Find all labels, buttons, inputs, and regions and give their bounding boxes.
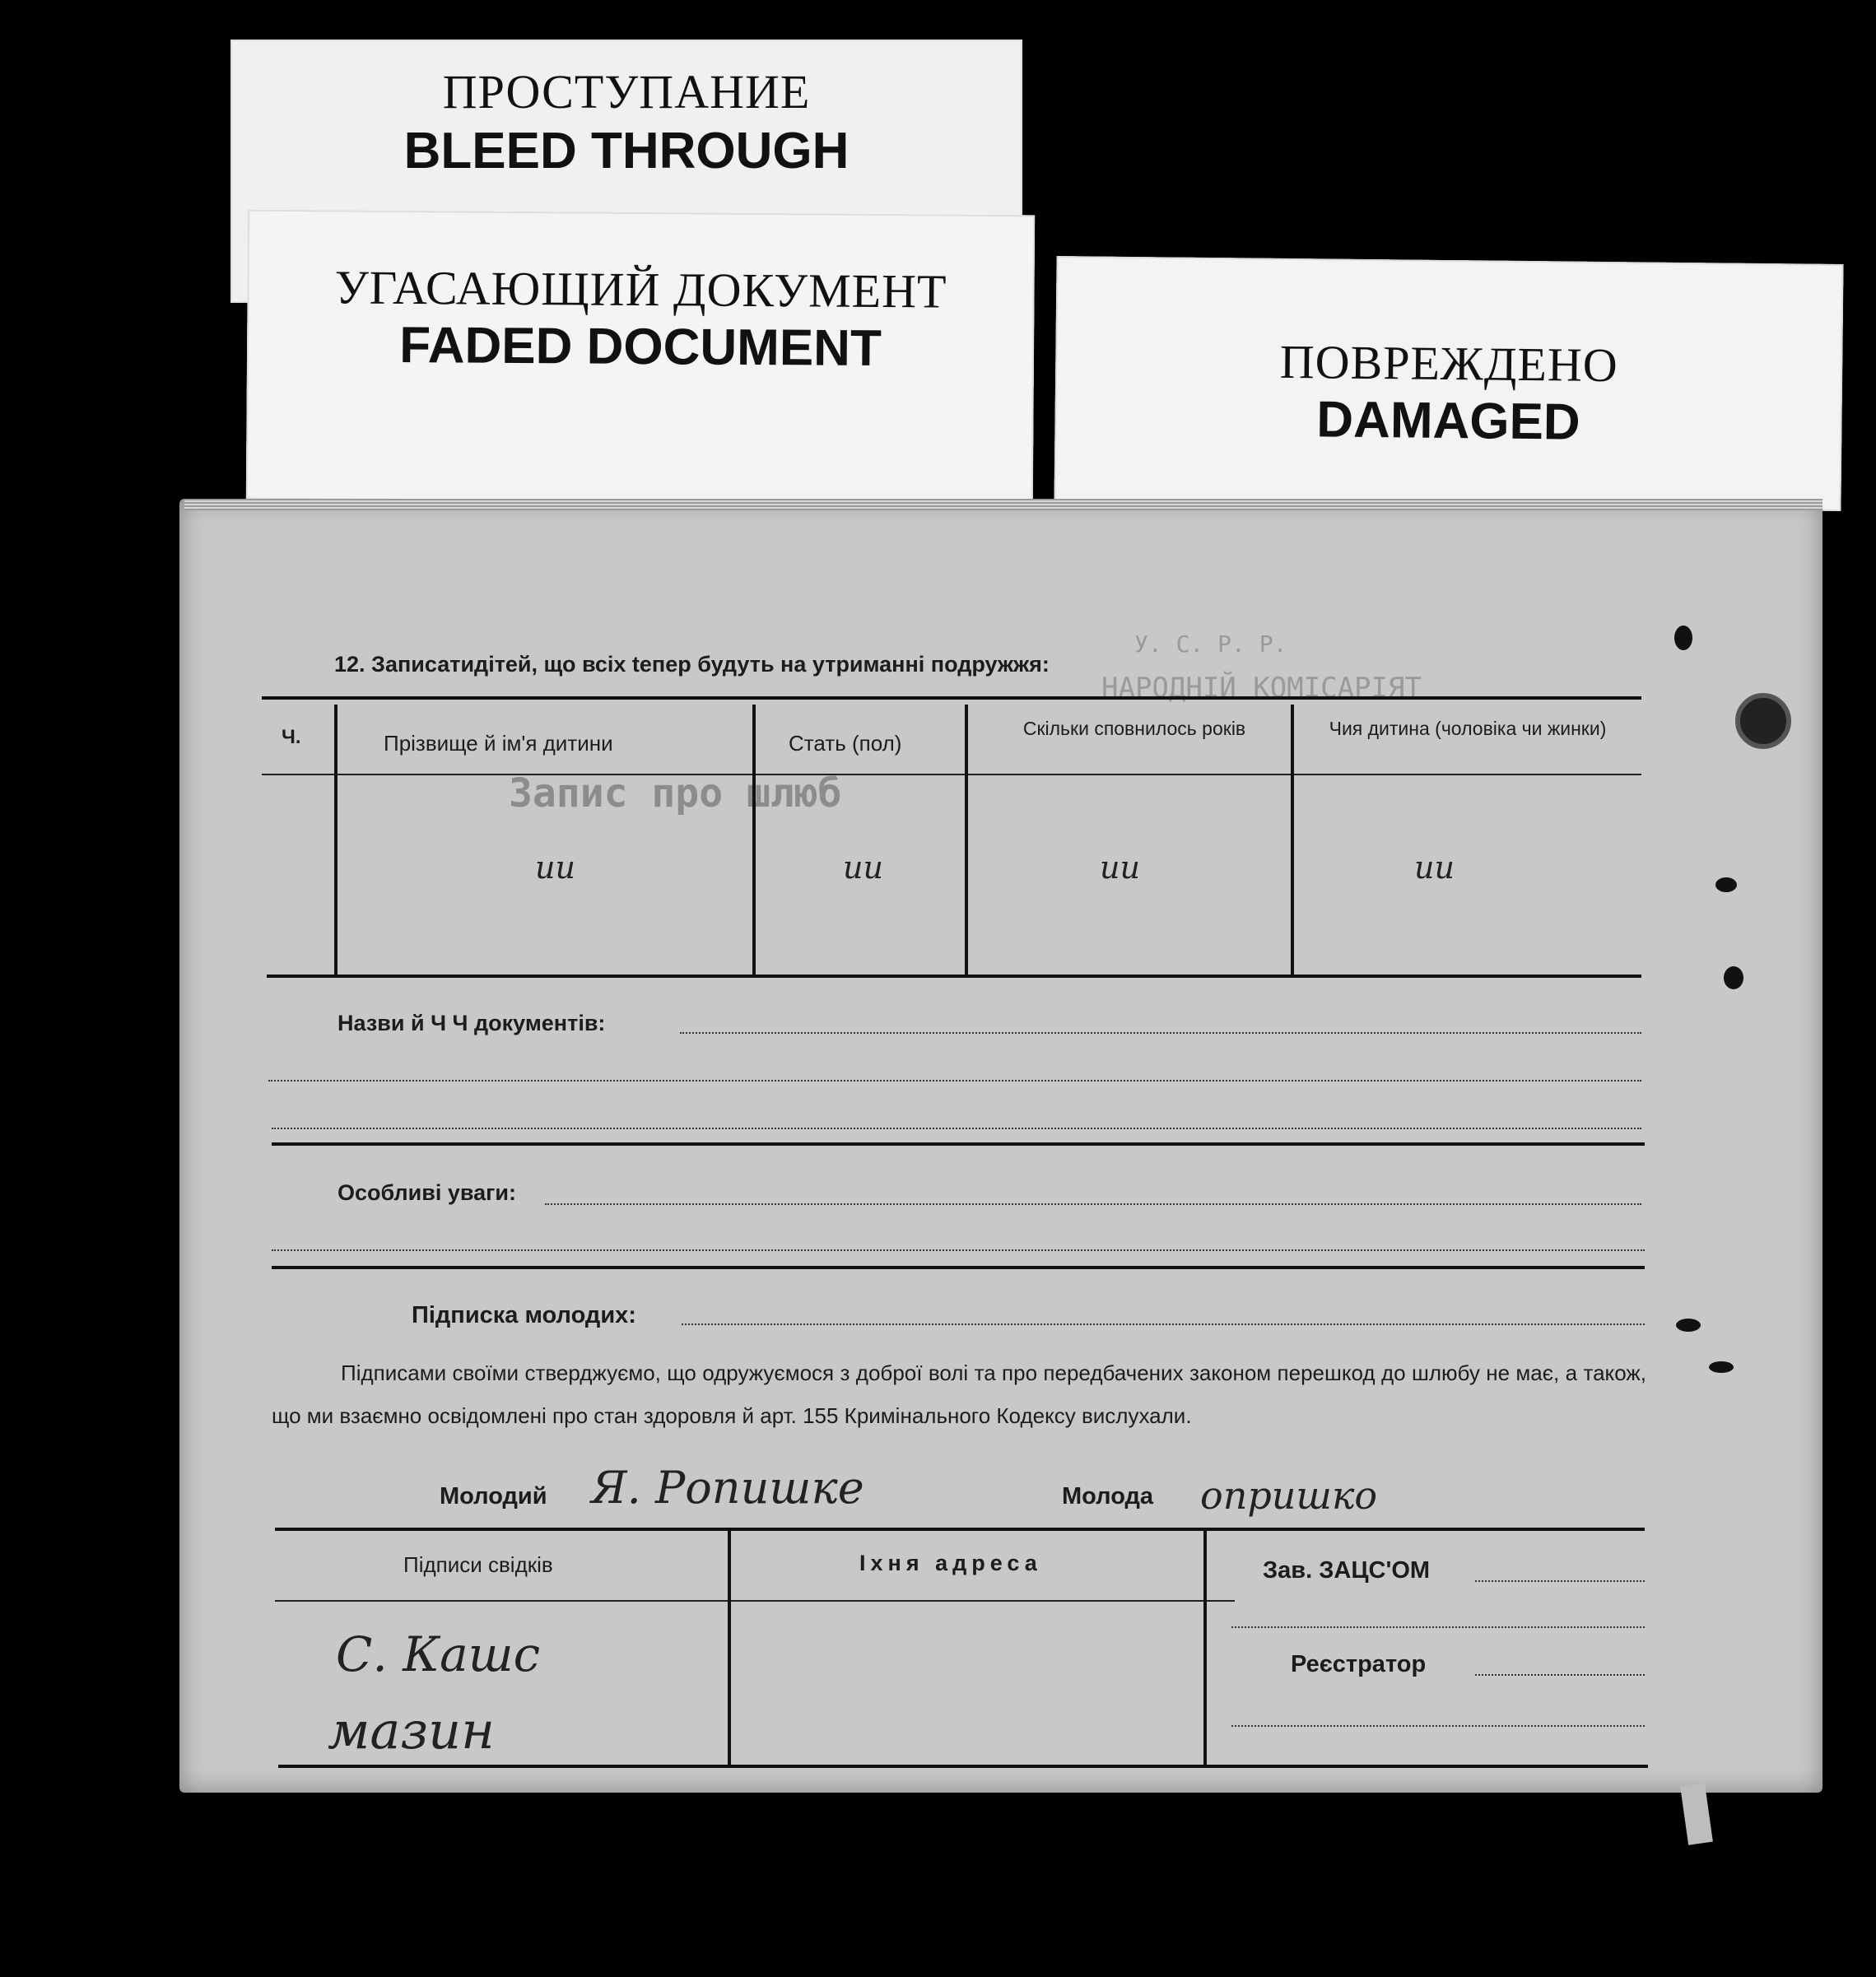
bride-signature: опришко: [1200, 1473, 1378, 1518]
bleed-through-en: BLEED THROUGH: [403, 123, 850, 179]
form-page: [179, 499, 1822, 1793]
witness-table-top: [275, 1528, 1645, 1531]
notes-label: Особливі уваги:: [337, 1180, 516, 1205]
tally-mark: ии: [1100, 849, 1140, 886]
header-num: Ч.: [282, 726, 301, 748]
registrar-line: [1231, 1725, 1645, 1727]
damaged-ru: ПОВРЕЖДЕНО: [1279, 334, 1619, 393]
damaged-en: DAMAGED: [1315, 391, 1581, 451]
registrar-label: Реєстратор: [1291, 1651, 1427, 1677]
declaration-text: Підписами своїми стверджуємо, що одружуємося з доброї волі та про передбачених законом перешкод до шлюбу не має, а також, що ми взаємно освідомлені про стан здоровля й арт. 155 Кримінального Кодексу вислухали.: [272, 1361, 1646, 1428]
documents-line: [268, 1080, 1641, 1082]
witness-signature: С. Кашс: [336, 1626, 541, 1682]
ghost-text: НАРОДНІЙ КОМІСАРІЯТ: [1101, 672, 1422, 705]
damaged-card: [1054, 256, 1843, 511]
table-col-divider: [1291, 705, 1294, 976]
header-whose: Чия дитина (чоловіка чи жинки): [1329, 718, 1607, 739]
documents-label: Назви й Ч Ч документів:: [337, 1011, 606, 1035]
head-line: [1475, 1580, 1645, 1582]
notes-line: [272, 1249, 1645, 1251]
table-col-divider: [334, 705, 337, 976]
section-rule: [272, 1142, 1645, 1146]
faded-document-card: [246, 210, 1035, 505]
section-rule: [272, 1266, 1645, 1269]
groom-label: Молодий: [440, 1483, 547, 1509]
registrar-line: [1475, 1674, 1645, 1676]
address-header: Іхня адреса: [859, 1551, 1042, 1575]
faded-document-en: FADED DOCUMENT: [399, 316, 882, 378]
documents-line: [680, 1032, 1641, 1034]
damage-spot: [1709, 1361, 1734, 1373]
damage-spot: [1674, 626, 1692, 650]
ghost-text: У. С. Р. Р.: [1134, 630, 1287, 658]
bride-label: Молода: [1062, 1483, 1154, 1509]
witness-header-rule: [275, 1600, 1235, 1602]
documents-line: [272, 1128, 1641, 1129]
faded-document-ru: УГАСАЮЩИЙ ДОКУМЕНТ: [334, 260, 947, 319]
tally-mark: ии: [843, 849, 883, 886]
witness-signature: мазин: [328, 1700, 495, 1761]
witness-col-divider: [1203, 1531, 1207, 1765]
signature-title: Підписка молодих:: [412, 1302, 636, 1328]
bleed-through-ru: ПРОСТУПАНИЕ: [442, 65, 811, 119]
damage-spot: [1676, 1319, 1701, 1332]
head-line: [1231, 1626, 1645, 1628]
table-bottom-rule: [267, 975, 1641, 978]
header-age: Скільки сповнилось років: [1022, 718, 1246, 739]
witness-table-bottom: [278, 1765, 1648, 1768]
table-top-rule: [262, 696, 1641, 700]
header-sex: Стать (пол): [789, 731, 902, 756]
notes-line: [545, 1203, 1641, 1205]
table-header-rule: [262, 774, 1641, 775]
signature-line: [682, 1323, 1645, 1325]
header-child-name: Прізвище й ім'я дитини: [384, 731, 613, 756]
ghost-text: Запис про шлюб: [509, 770, 842, 816]
witness-header: Підписи свідків: [403, 1552, 553, 1577]
head-label: Зав. ЗАЦС'ОМ: [1263, 1557, 1431, 1584]
tally-mark: ии: [535, 849, 575, 886]
table-col-divider: [965, 705, 968, 976]
table-col-divider: [752, 705, 756, 976]
witness-col-divider: [728, 1531, 731, 1765]
section-title: 12. Записатидітей, що всіх tепер будуть на утриманні подружжя:: [334, 652, 1050, 677]
groom-signature: Я. Ропишке: [591, 1462, 864, 1514]
damage-spot: [1715, 877, 1737, 892]
tally-mark: ии: [1414, 849, 1455, 886]
punch-hole: [1735, 693, 1791, 749]
damage-spot: [1724, 966, 1743, 989]
